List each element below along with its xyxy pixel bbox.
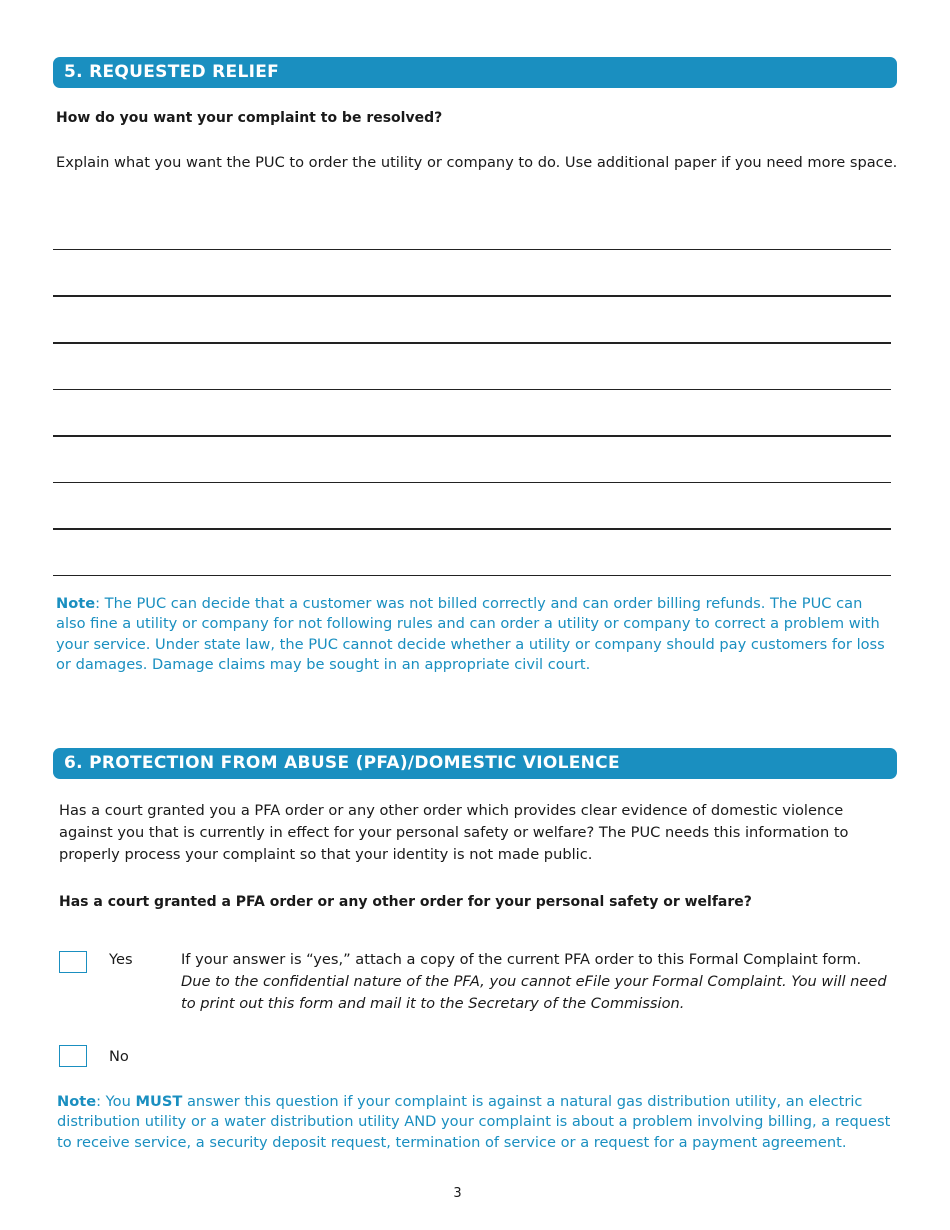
yes-instruction-italic: Due to the confidential nature of the PFA, you cannot eFile your Formal Complaint. You will need to print out this form and mail it to the Secretary of the Commission. — [181, 973, 887, 1012]
note-label: Note — [57, 1093, 97, 1110]
yes-instruction-text: If your answer is “yes,” attach a copy of the current PFA order to this Formal Complaint form. — [181, 951, 862, 968]
no-label: No — [109, 1048, 129, 1065]
note-text: answer this question if your complaint is against a natural gas distribution utility, an electric distribution utility or a water distribution utility AND your complaint is about a problem involving billing, a request to receive service, a security deposit request, termination of service or a request for a payment agreement. — [57, 1093, 891, 1151]
section-6-header: 6. PROTECTION FROM ABUSE (PFA)/DOMESTIC VIOLENCE — [53, 748, 897, 779]
note-label: Note — [56, 595, 96, 612]
writing-line[interactable] — [53, 249, 891, 250]
writing-line[interactable] — [53, 575, 891, 576]
yes-label: Yes — [109, 951, 133, 968]
section-6-note — [57, 1092, 897, 1153]
note-must: MUST — [135, 1093, 183, 1110]
writing-line[interactable] — [53, 528, 891, 530]
writing-line[interactable] — [53, 295, 891, 297]
writing-line[interactable] — [53, 342, 891, 344]
page-number: 3 — [453, 1186, 462, 1201]
note-text: : The PUC can decide that a customer was not billed correctly and can order billing refunds. The PUC can also fine a utility or company for not following rules and can order a utility or company to correct a problem with your service. Under state law, the PUC cannot decide whether a utility or company should pay customers for loss or damages. Damage claims may be sought in an appropriate civil court. — [56, 595, 885, 674]
no-checkbox[interactable] — [59, 1045, 87, 1067]
yes-instructions — [181, 949, 891, 1015]
section-6-intro: Has a court granted you a PFA order or any other order which provides clear evidence of domestic violence against you that is currently in effect for your personal safety or welfare? The PUC needs this information to properly process your complaint so that your identity is not made public. — [59, 802, 849, 863]
section-5-question: How do you want your complaint to be resolved? — [56, 110, 443, 126]
writing-line[interactable] — [53, 435, 891, 437]
yes-checkbox[interactable] — [59, 951, 87, 973]
section-6-question: Has a court granted a PFA order or any other order for your personal safety or welfare? — [59, 894, 752, 910]
note-prefix: : You — [96, 1093, 136, 1110]
section-5-note — [56, 594, 896, 676]
writing-line[interactable] — [53, 389, 891, 390]
section-5-instructions: Explain what you want the PUC to order the utility or company to do. Use additional paper if you need more space. — [56, 154, 898, 171]
writing-line[interactable] — [53, 482, 891, 483]
section-5-header: 5. REQUESTED RELIEF — [53, 57, 897, 88]
